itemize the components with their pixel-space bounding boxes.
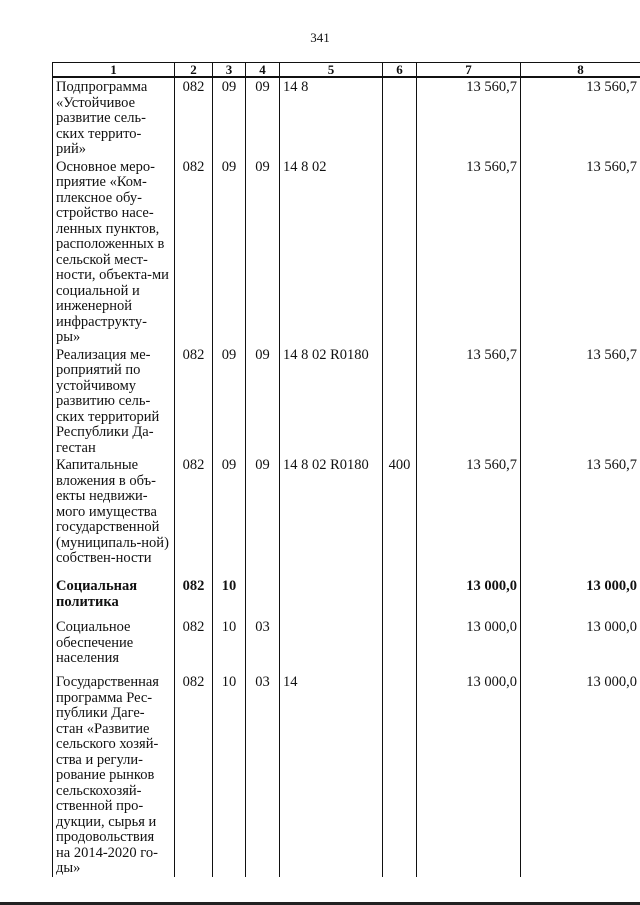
row-amount-cell: 13 560,7 — [417, 158, 521, 346]
col-header-1: 1 — [53, 63, 175, 78]
table-row — [53, 673, 640, 877]
row-target-code-cell — [280, 618, 383, 673]
row-code-cell: 082 — [175, 158, 213, 346]
row-amount-cell: 13 560,7 — [417, 456, 521, 577]
row-expense-type-cell — [383, 673, 417, 877]
row-name-cell: Капитальные вложения в объ-екты недвижи-мого имущества государственной (муниципаль-ной) собствен-ности — [53, 456, 175, 577]
row-amount-total-cell: 13 560,7 — [521, 77, 640, 158]
row-subsection-cell: 03 — [246, 673, 280, 877]
row-section-cell: 10 — [213, 673, 246, 877]
row-target-code-cell: 14 8 — [280, 77, 383, 158]
header-row — [53, 63, 640, 78]
row-subsection-cell: 03 — [246, 618, 280, 673]
col-header-4: 4 — [246, 63, 280, 78]
row-expense-type-cell — [383, 618, 417, 673]
row-subsection-cell: 09 — [246, 158, 280, 346]
row-expense-type-cell — [383, 346, 417, 457]
col-header-5: 5 — [280, 63, 383, 78]
table-row — [53, 77, 640, 158]
row-amount-cell: 13 560,7 — [417, 346, 521, 457]
row-section-cell: 09 — [213, 77, 246, 158]
row-code-cell: 082 — [175, 673, 213, 877]
table-body — [53, 77, 640, 877]
col-header-3: 3 — [213, 63, 246, 78]
row-section-cell: 09 — [213, 346, 246, 457]
row-section-cell: 10 — [213, 618, 246, 673]
row-name-cell: Социальная политика — [53, 577, 175, 618]
row-section-cell: 09 — [213, 158, 246, 346]
table-row — [53, 456, 640, 577]
row-code-cell: 082 — [175, 577, 213, 618]
row-code-cell: 082 — [175, 77, 213, 158]
row-amount-cell: 13 000,0 — [417, 618, 521, 673]
row-amount-total-cell: 13 560,7 — [521, 456, 640, 577]
col-header-8: 8 — [521, 63, 640, 78]
row-name-cell: Социальное обеспечение населения — [53, 618, 175, 673]
row-code-cell: 082 — [175, 346, 213, 457]
row-amount-total-cell: 13 000,0 — [521, 577, 640, 618]
row-subsection-cell: 09 — [246, 77, 280, 158]
row-name-cell: Государственная программа Рес-публики Даге-стан «Развитие сельского хозяй-ства и регули-рование рынков сельскохозяй-ственной про-дукции, сырья и продовольствия на 2014-2020 го-ды» — [53, 673, 175, 877]
budget-table — [52, 62, 640, 877]
row-expense-type-cell: 400 — [383, 456, 417, 577]
page-number: 341 — [310, 30, 330, 45]
row-expense-type-cell — [383, 158, 417, 346]
row-target-code-cell: 14 — [280, 673, 383, 877]
row-amount-total-cell: 13 000,0 — [521, 673, 640, 877]
row-expense-type-cell — [383, 77, 417, 158]
col-header-6: 6 — [383, 63, 417, 78]
col-header-7: 7 — [417, 63, 521, 78]
row-amount-cell: 13 000,0 — [417, 577, 521, 618]
row-name-cell: Подпрограмма «Устойчивое развитие сель-ских террито-рий» — [53, 77, 175, 158]
row-subsection-cell: 09 — [246, 346, 280, 457]
table-row — [53, 618, 640, 673]
row-target-code-cell: 14 8 02 R0180 — [280, 346, 383, 457]
row-amount-cell: 13 560,7 — [417, 77, 521, 158]
row-subsection-cell: 09 — [246, 456, 280, 577]
row-name-cell: Основное меро-приятие «Ком-плексное обу-стройство насе-ленных пунктов, расположенных в сельской мест-ности, объекта-ми социальной и инженерной инфраструкту-ры» — [53, 158, 175, 346]
table-row — [53, 158, 640, 346]
table-row — [53, 346, 640, 457]
row-target-code-cell — [280, 577, 383, 618]
row-code-cell: 082 — [175, 618, 213, 673]
row-amount-total-cell: 13 560,7 — [521, 346, 640, 457]
row-amount-cell: 13 000,0 — [417, 673, 521, 877]
row-target-code-cell: 14 8 02 — [280, 158, 383, 346]
row-section-cell: 09 — [213, 456, 246, 577]
row-target-code-cell: 14 8 02 R0180 — [280, 456, 383, 577]
row-expense-type-cell — [383, 577, 417, 618]
row-section-cell: 10 — [213, 577, 246, 618]
row-name-cell: Реализация ме-роприятий по устойчивому развитию сель-ских территорий Республики Да-гестан — [53, 346, 175, 457]
row-subsection-cell — [246, 577, 280, 618]
col-header-2: 2 — [175, 63, 213, 78]
table-row — [53, 577, 640, 618]
row-amount-total-cell: 13 000,0 — [521, 618, 640, 673]
row-code-cell: 082 — [175, 456, 213, 577]
row-amount-total-cell: 13 560,7 — [521, 158, 640, 346]
